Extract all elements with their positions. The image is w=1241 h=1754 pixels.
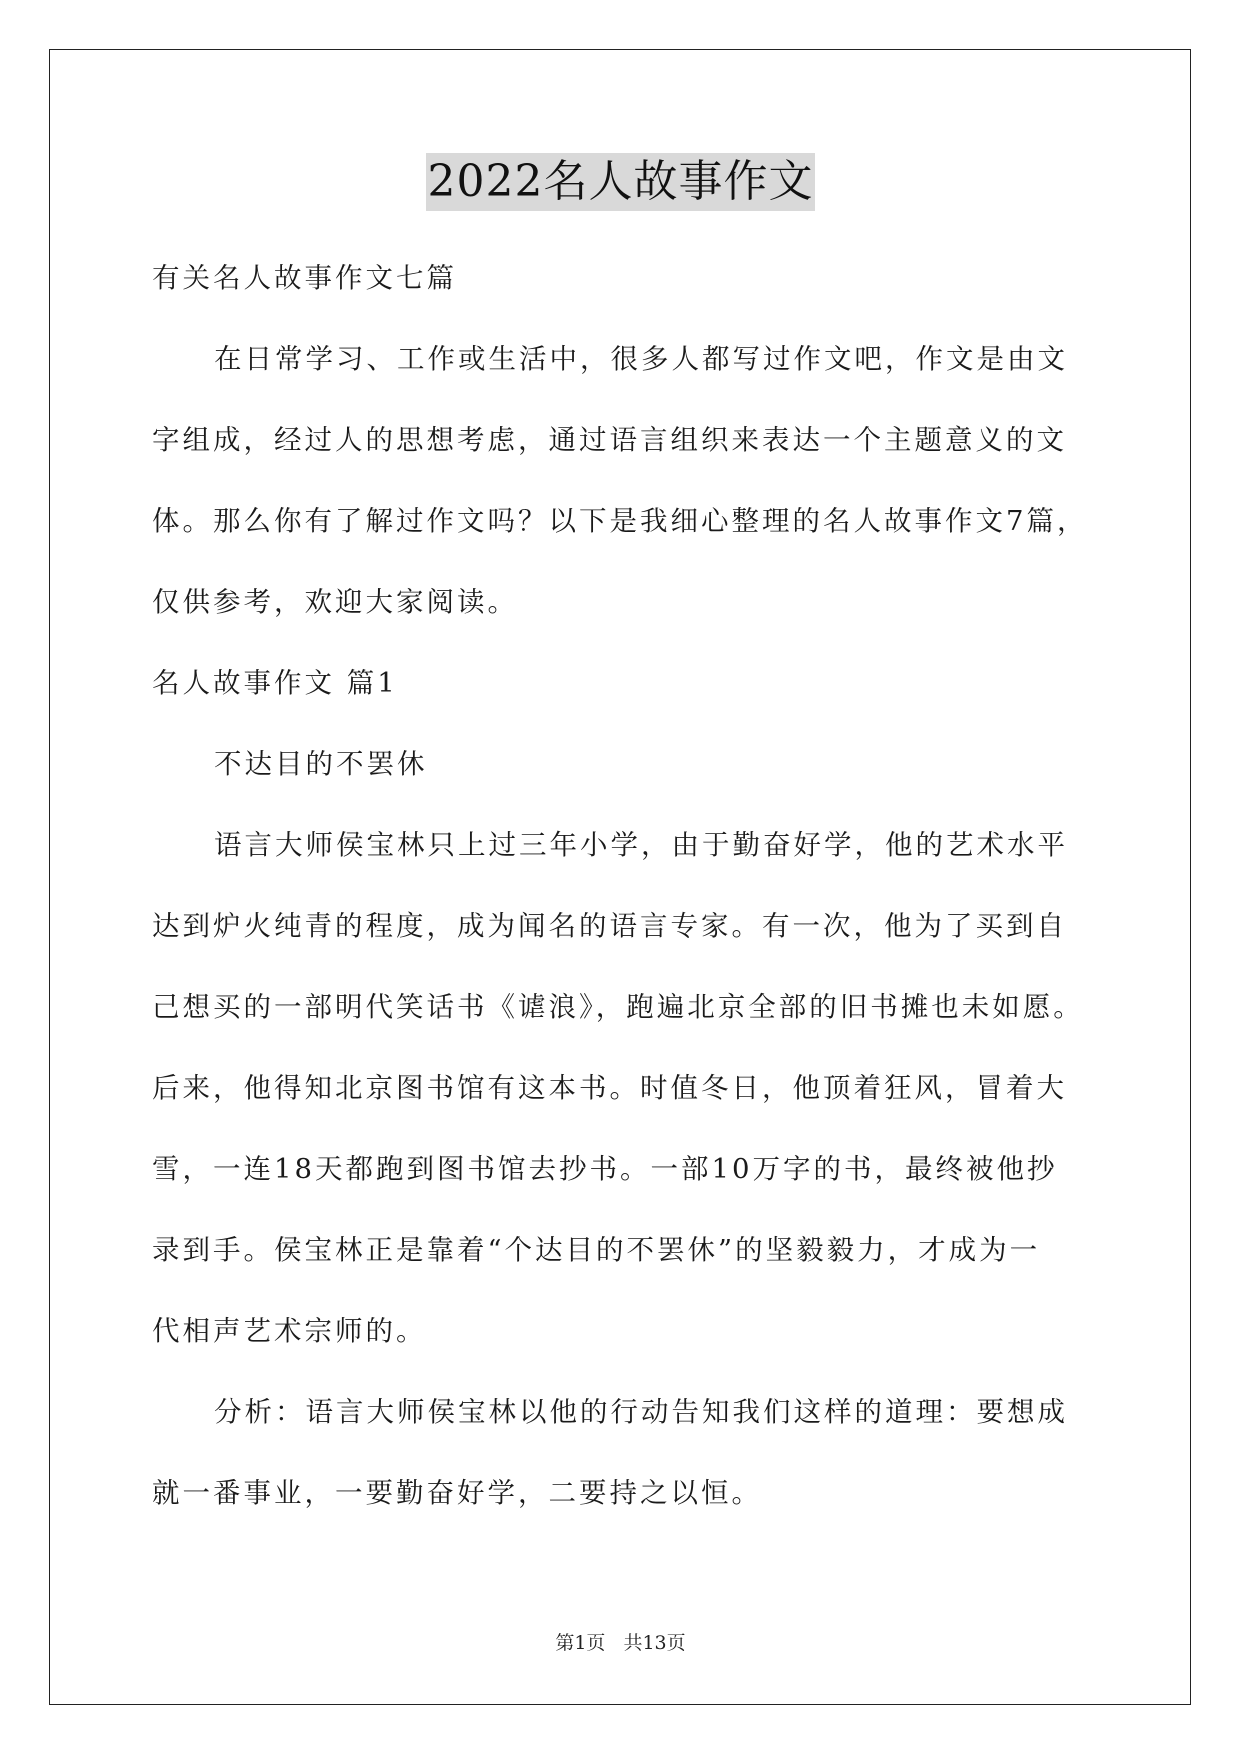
text-line: 不达目的不罢休 (214, 748, 428, 780)
text-line: 己想买的一部明代笑话书《谑浪》，跑遍北京全部的旧书摊也未如愿。 (152, 991, 1084, 1023)
page-number: 第1页 (555, 1632, 606, 1654)
text-line: 在日常学习、工作或生活中，很多人都写过作文吧，作文是由文 (214, 343, 1068, 375)
text-line: 就一番事业，一要勤奋好学，二要持之以恒。 (152, 1477, 762, 1509)
text-line: 后来，他得知北京图书馆有这本书。时值冬日，他顶着狂风，冒着大 (152, 1072, 1067, 1104)
text-line: 代相声艺术宗师的。 (152, 1315, 427, 1347)
text-line: 达到炉火纯青的程度，成为闻名的语言专家。有一次，他为了买到自 (152, 910, 1067, 942)
text-line: 字组成，经过人的思想考虑，通过语言组织来表达一个主题意义的文 (152, 424, 1067, 456)
text-line: 语言大师侯宝林只上过三年小学，由于勤奋好学，他的艺术水平 (214, 829, 1068, 861)
text-line: 雪，一连18天都跑到图书馆去抄书。一部10万字的书，最终被他抄 (152, 1153, 1058, 1185)
document-title: 2022名人故事作文 (426, 153, 816, 211)
text-line: 有关名人故事作文七篇 (152, 262, 457, 294)
title-container (0, 153, 1241, 211)
text-line: 仅供参考，欢迎大家阅读。 (152, 586, 518, 618)
text-line: 分析：语言大师侯宝林以他的行动告知我们这样的道理：要想成 (214, 1396, 1068, 1428)
text-line: 名人故事作文 篇1 (152, 667, 398, 699)
page-footer (0, 1628, 1241, 1655)
text-line: 体。那么你有了解过作文吗？以下是我细心整理的名人故事作文7篇， (152, 505, 1088, 537)
document-body (152, 238, 1092, 1534)
text-line: 录到手。侯宝林正是靠着“个达目的不罢休”的坚毅毅力，才成为一 (152, 1234, 1041, 1266)
page-total: 共13页 (623, 1632, 686, 1654)
